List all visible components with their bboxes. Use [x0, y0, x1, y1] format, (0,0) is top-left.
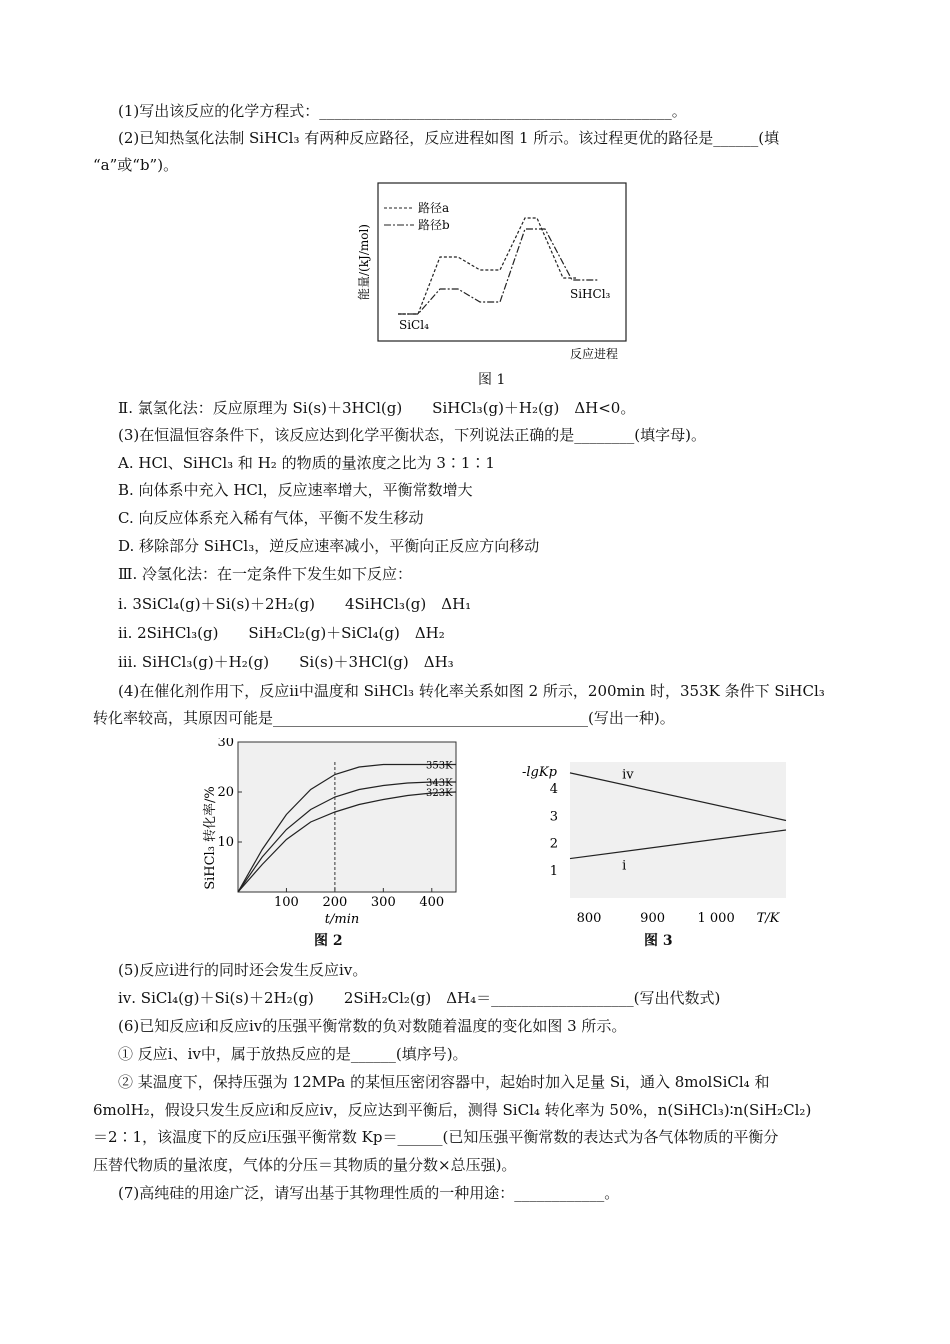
question-6-part-1: ① 反应ⅰ、ⅳ中，属于放热反应的是______(填序号)。: [118, 1045, 468, 1063]
question-2-line-2: “a”或“b”)。: [93, 156, 179, 174]
option-b: B. 向体系中充入 HCl，反应速率增大，平衡常数增大: [118, 481, 473, 499]
figure-3-ylabel: -lgKp: [522, 765, 557, 780]
section-2: Ⅱ. 氯氢化法：反应原理为 Si(s)＋3HCl(g) SiHCl₃(g)＋H₂(g) ΔH<0。: [118, 399, 636, 417]
figure-1-xlabel: 反应进程: [569, 347, 619, 361]
figure-3: [518, 748, 790, 934]
legend-a-label: 路径a: [418, 201, 450, 215]
start-label: SiCl₄: [399, 318, 429, 332]
x-tick-label: 800: [576, 911, 602, 926]
figure-2-svg: [196, 738, 466, 934]
question-5: (5)反应ⅰ进行的同时还会发生反应ⅳ。: [118, 961, 368, 979]
question-6: (6)已知反应ⅰ和反应ⅳ的压强平衡常数的负对数随着温度的变化如图 3 所示。: [118, 1017, 627, 1035]
x-tick-label: 1 000: [697, 911, 735, 926]
y-tick-label: 4: [549, 782, 558, 798]
x-tick-label: 100: [274, 895, 299, 910]
y-tick-label: 2: [549, 836, 558, 852]
option-a: A. HCl、SiHCl₃ 和 H₂ 的物质的量浓度之比为 3∶1∶1: [118, 454, 495, 472]
option-d: D. 移除部分 SiHCl₃，逆反应速率减小，平衡向正反应方向移动: [118, 537, 540, 555]
series-label-343K: 343K: [426, 778, 453, 789]
option-c: C. 向反应体系充入稀有气体，平衡不发生移动: [118, 509, 424, 527]
figure-2-caption: 图 2: [314, 933, 343, 949]
end-label: SiHCl₃: [570, 287, 611, 301]
figure-3-caption: 图 3: [644, 933, 673, 949]
question-6-part-2-line-3: ＝2∶1，该温度下的反应ⅰ压强平衡常数 Kp＝______(已知压强平衡常数的表达式为各气体物质的平衡分: [93, 1128, 779, 1146]
figure-2-xlabel: t/min: [324, 912, 360, 927]
figure-1-ylabel: 能量/(kJ/mol): [357, 224, 371, 300]
figure-2-ylabel: SiHCl₃ 转化率/%: [203, 786, 218, 890]
y-tick-label: 30: [217, 738, 234, 750]
question-2-line-1: (2)已知热氢化法制 SiHCl₃ 有两种反应路径，反应进程如图 1 所示。该过程更优的路径是______(填: [118, 129, 780, 147]
figure-2: [196, 738, 466, 934]
question-6-part-2-line-4: 压替代物质的量浓度，气体的分压＝其物质的量分数×总压强)。: [93, 1156, 517, 1174]
figure-1: [340, 178, 640, 368]
section-3: Ⅲ. 冷氢化法：在一定条件下发生如下反应：: [118, 565, 413, 583]
question-7: (7)高纯硅的用途广泛，请写出基于其物理性质的一种用途：____________。: [118, 1184, 620, 1202]
question-1: (1)写出该反应的化学方程式：_______________________________________________。: [118, 102, 687, 120]
series-label-iv: ⅳ: [622, 767, 634, 783]
x-tick-label: 400: [419, 895, 445, 910]
question-4-line-2: 转化率较高，其原因可能是__________________________________________(写出一种)。: [93, 709, 675, 727]
y-tick-label: 20: [217, 785, 234, 800]
reaction-1: ⅰ. 3SiCl₄(g)＋Si(s)＋2H₂(g) 4SiHCl₃(g) ΔH₁: [118, 595, 472, 613]
series-label-i: ⅰ: [622, 858, 627, 874]
reaction-4: ⅳ. SiCl₄(g)＋Si(s)＋2H₂(g) 2SiH₂Cl₂(g) ΔH₄＝___________________(写出代数式): [118, 989, 721, 1007]
path-a-curve: [398, 218, 576, 314]
x-tick-label: 200: [322, 895, 348, 910]
path-b-curve: [398, 229, 598, 314]
figure-1-caption: 图 1: [478, 372, 506, 388]
series-label-353K: 353K: [426, 760, 453, 772]
legend-b-label: 路径b: [418, 218, 450, 232]
y-tick-label: 10: [217, 835, 234, 850]
figure-3-svg: [518, 748, 790, 934]
question-6-part-2-line-1: ② 某温度下，保持压强为 12MPa 的某恒压密闭容器中，起始时加入足量 Si，通入 8molSiCl₄ 和: [118, 1073, 770, 1091]
figure-3-xlabel: T/K: [756, 911, 780, 926]
figure-1-svg: [340, 178, 640, 368]
reaction-3: ⅲ. SiHCl₃(g)＋H₂(g) Si(s)＋3HCl(g) ΔH₃: [118, 653, 454, 671]
x-tick-label: 900: [640, 911, 666, 926]
reaction-2: ⅱ. 2SiHCl₃(g) SiH₂Cl₂(g)＋SiCl₄(g) ΔH₂: [118, 624, 445, 642]
figure-3-plot-area: [570, 762, 786, 898]
x-tick-label: 300: [370, 895, 396, 910]
question-4-line-1: (4)在催化剂作用下，反应ⅱ中温度和 SiHCl₃ 转化率关系如图 2 所示，200min 时，353K 条件下 SiHCl₃: [118, 682, 825, 700]
series-label-323K: 323K: [426, 788, 453, 799]
question-6-part-2-line-2: 6molH₂，假设只发生反应ⅰ和反应ⅳ，反应达到平衡后，测得 SiCl₄ 转化率为 50%，n(SiHCl₃)∶n(SiH₂Cl₂): [93, 1101, 812, 1119]
y-tick-label: 3: [549, 809, 558, 825]
question-3: (3)在恒温恒容条件下，该反应达到化学平衡状态，下列说法正确的是________(填字母)。: [118, 426, 706, 444]
y-tick-label: 1: [549, 863, 558, 879]
